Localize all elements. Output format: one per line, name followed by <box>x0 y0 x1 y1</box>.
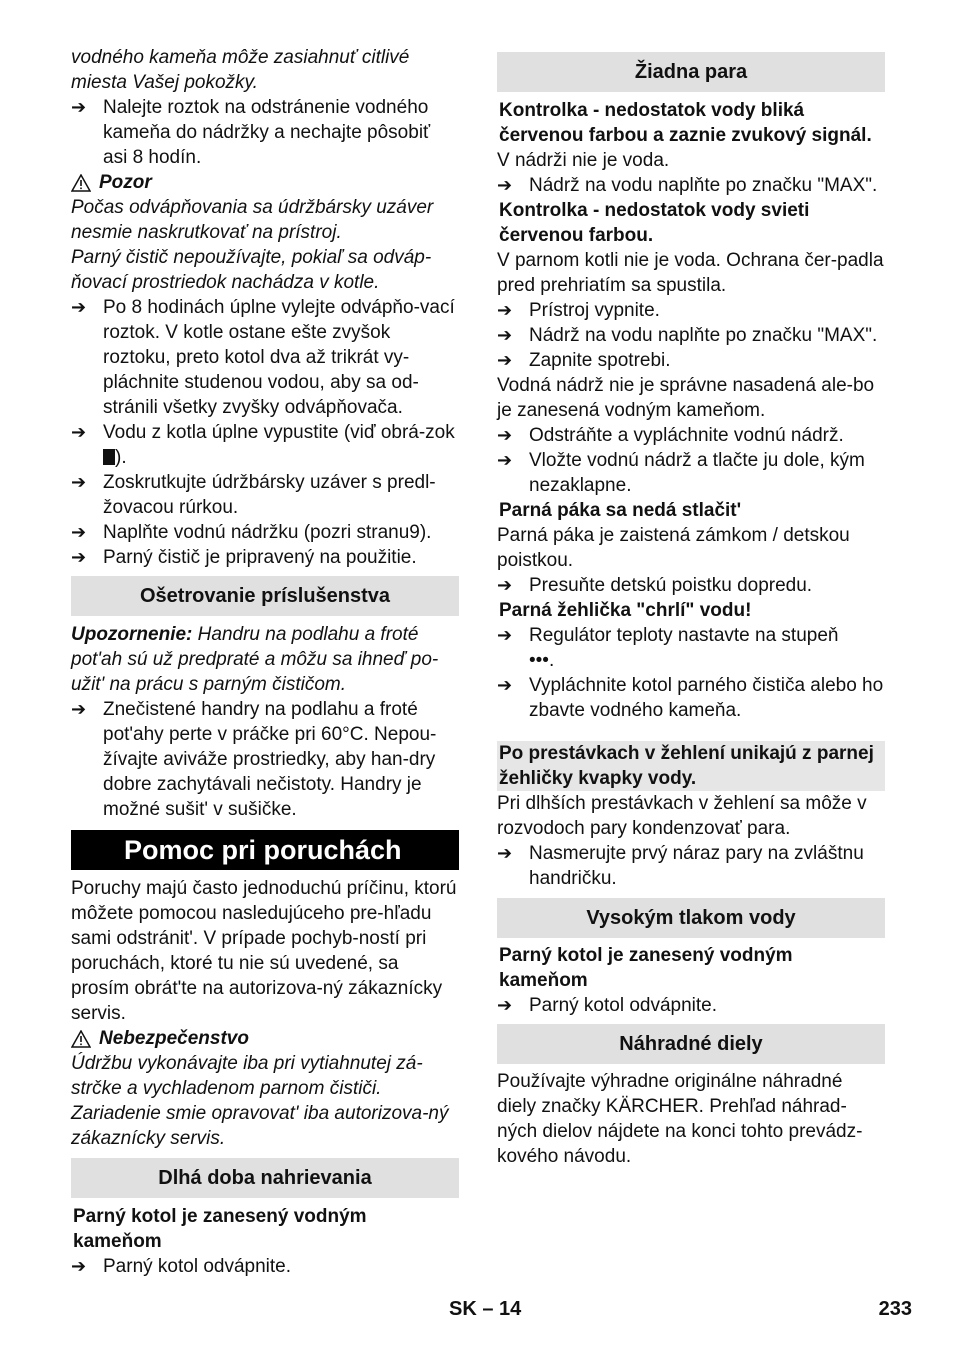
list-item: ➔ Vložte vodnú nádrž a tlačte ju dole, kým nezaklapne. <box>497 450 865 496</box>
arrow-right-icon: ➔ <box>497 325 513 346</box>
arrow-right-icon: ➔ <box>497 450 513 471</box>
list-item: ➔ Regulátor teploty nastavte na stupeň •••. <box>497 625 839 671</box>
sub-heading: Parná páka sa nedá stlačit' <box>499 500 742 521</box>
list-item: ➔ Nalejte roztok na odstránenie vodného kameňa do nádržky a nechajte pôsobiť asi 8 hodín. <box>71 97 431 168</box>
paragraph: Používajte výhradne originálne náhradné diely značky KÄRCHER. Prehľad náhrad-ných dielov nájdete na konci tohto prevádz-kového návodu. <box>497 1071 863 1167</box>
sub-heading: Parná žehlička "chrlí" vodu! <box>499 600 752 621</box>
section-heading-parts: Náhradné diely <box>497 1024 885 1064</box>
caution-text: Počas odvápňovania sa údržbársky uzáver nesmie naskrutkovať na prístroj. <box>71 197 434 243</box>
list-item: ➔ Nasmerujte prvý náraz pary na zvláštnu handričku. <box>497 843 864 889</box>
arrow-right-icon: ➔ <box>71 699 87 720</box>
list-item: ➔ Nádrž na vodu naplňte po značku "MAX". <box>497 175 878 196</box>
list-item: ➔ Parný kotol odvápnite. <box>71 1256 292 1277</box>
sub-heading: Parný kotol je zanesený vodným kameňom <box>499 945 793 991</box>
list-item: ➔ Vypláchnite kotol parného čističa alebo ho zbavte vodného kameňa. <box>497 675 884 721</box>
list-item: ➔ Naplňte vodnú nádržku (pozri stranu9). <box>71 522 432 543</box>
list-item: ➔ Vodu z kotla úplne vypustite (viď obrá-zok ). <box>71 422 455 468</box>
list-item: ➔ Po 8 hodinách úplne vylejte odvápňo-vací roztok. V kotle ostane ešte zvyšok roztoku, preto kotol dva až trikrát vy-pláchnite studenou vodou, aby sa od-stránili všetky zvyšky odvápňovača. <box>71 297 455 418</box>
list-item: ➔ Presuňte detskú poistku dopredu. <box>497 575 813 596</box>
arrow-right-icon: ➔ <box>497 425 513 446</box>
danger-text: Údržbu vykonávajte iba pri vytiahnutej zá-strčke a vychladenom parnom čističi. <box>71 1053 423 1099</box>
section-heading-accessories: Ošetrovanie príslušenstva <box>71 576 459 616</box>
intro-text: vodného kameňa môže zasiahnuť citlivé miesta Vašej pokožky. <box>71 47 410 93</box>
list-item: ➔ Prístroj vypnite. <box>497 300 660 321</box>
list-item: ➔ Zapnite spotrebi. <box>497 350 671 371</box>
arrow-right-icon: ➔ <box>497 175 513 196</box>
caution-text: Parný čistič nepoužívajte, pokiaľ sa odváp-ňovací prostriedok nachádza v kotle. <box>71 247 432 293</box>
sub-heading: Po prestávkach v žehlení unikajú z parnej žehličky kvapky vody. <box>497 741 885 791</box>
sub-heading: Parný kotol je zanesený vodným kameňom <box>73 1206 367 1252</box>
list-item: ➔ Odstráňte a vypláchnite vodnú nádrž. <box>497 425 844 446</box>
list-item: ➔ Parný čistič je pripravený na použitie. <box>71 547 417 568</box>
arrow-right-icon: ➔ <box>71 297 87 318</box>
arrow-right-icon: ➔ <box>71 1256 87 1277</box>
arrow-right-icon: ➔ <box>71 472 87 493</box>
list-item: ➔ Parný kotol odvápnite. <box>497 995 718 1016</box>
section-heading-pressure: Vysokým tlakom vody <box>497 898 885 938</box>
section-heading-no-steam: Žiadna para <box>497 52 885 92</box>
list-item: ➔ Znečistené handry na podlahu a froté pot'ahy perte v práčke pri 60°C. Nepou-žívajte aviváže prostriedky, aby han-dry dobre zachytávali nečistoty. Handry je možné sušit' v sušičke. <box>71 699 437 820</box>
figure-marker-icon <box>103 449 115 465</box>
arrow-right-icon: ➔ <box>71 522 87 543</box>
warning-triangle-icon <box>71 1030 91 1048</box>
page-number: 233 <box>878 1298 912 1320</box>
paragraph: V parnom kotli nie je voda. Ochrana čer-padla pred prehriatím sa spustila. <box>497 250 884 296</box>
left-column <box>71 45 459 1279</box>
section-heading-heating: Dlhá doba nahrievania <box>71 1158 459 1198</box>
arrow-right-icon: ➔ <box>71 422 87 443</box>
arrow-right-icon: ➔ <box>71 547 87 568</box>
list-item: ➔ Zoskrutkujte údržbársky uzáver s predl-žovacou rúrkou. <box>71 472 436 518</box>
arrow-right-icon: ➔ <box>497 675 513 696</box>
arrow-right-icon: ➔ <box>497 843 513 864</box>
paragraph: V nádrži nie je voda. <box>497 150 670 171</box>
chapter-heading: Pomoc pri poruchách <box>71 830 459 870</box>
sub-heading: Kontrolka - nedostatok vody svieti červenou farbou. <box>499 200 810 246</box>
paragraph: Vodná nádrž nie je správne nasadená ale-bo je zanesená vodným kameňom. <box>497 375 875 421</box>
arrow-right-icon: ➔ <box>497 350 513 371</box>
note-text: Upozornenie: Handru na podlahu a froté pot'ah sú už predpraté a môžu sa ihneď po-užit' na prácu s parným čističom. <box>71 624 439 695</box>
danger-heading: Nebezpečenstvo <box>71 1026 459 1051</box>
list-item: ➔ Nádrž na vodu naplňte po značku "MAX". <box>497 325 878 346</box>
trouble-intro: Poruchy majú často jednoduchú príčinu, ktorú môžete pomocou nasledujúceho pre-hľadu sami odstránit'. V prípade pochyb-ností pri poruchách, ktoré tu nie sú uvedené, sa prosím obrát'te na autorizova-ný zákaznícky servis. <box>71 878 457 1024</box>
danger-text: Zariadenie smie opravovat' iba autorizova-ný zákaznícky servis. <box>71 1103 449 1149</box>
paragraph: Parná páka je zaistená zámkom / detskou poistkou. <box>497 525 850 571</box>
footer-section-label: SK – 14 <box>449 1298 522 1320</box>
arrow-right-icon: ➔ <box>497 575 513 596</box>
arrow-right-icon: ➔ <box>497 995 513 1016</box>
sub-heading: Kontrolka - nedostatok vody bliká červenou farbou a zaznie zvukový signál. <box>499 100 872 146</box>
warning-triangle-icon <box>71 174 91 192</box>
paragraph: Pri dlhších prestávkach v žehlení sa môže v rozvodoch pary kondenzovať para. <box>497 793 867 839</box>
arrow-right-icon: ➔ <box>71 97 87 118</box>
arrow-right-icon: ➔ <box>497 300 513 321</box>
arrow-right-icon: ➔ <box>497 625 513 646</box>
caution-heading: Pozor <box>71 170 459 195</box>
right-column <box>497 45 885 1169</box>
